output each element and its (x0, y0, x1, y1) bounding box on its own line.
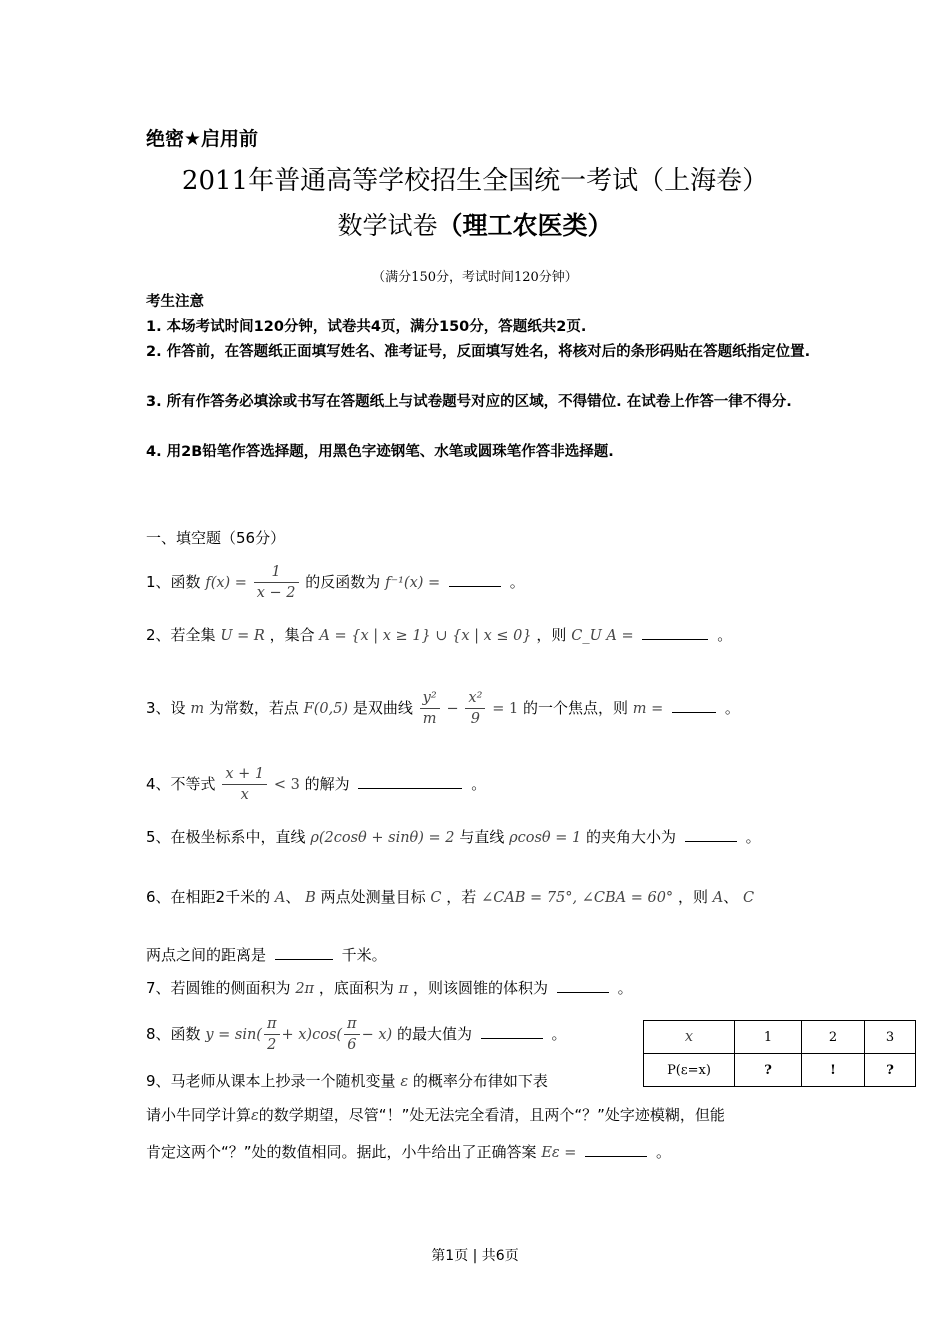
q6-mid2: ，若 (446, 888, 477, 906)
q1-lead: 1、函数 (146, 573, 201, 591)
q8-pi2: π (344, 1014, 360, 1035)
q8-six: 6 (347, 1037, 357, 1053)
table-row (644, 1054, 916, 1087)
q1-func: f(x) = (205, 575, 247, 591)
q8-lead: 8、函数 (146, 1025, 201, 1043)
q3-den1: m (422, 711, 437, 727)
q2-mid: ，集合 (269, 626, 315, 644)
q4-fraction (222, 764, 267, 805)
question-6 (146, 886, 754, 907)
q3-mid3: 的一个焦点，则 (522, 699, 628, 717)
q9-answer-blank[interactable] (585, 1155, 647, 1157)
q3-lead: 3、设 (146, 699, 186, 717)
q7-lead: 7、若圆锥的侧面积为 (146, 979, 291, 997)
q8-two: 2 (267, 1037, 277, 1053)
notice-item-1: 1. 本场考试时间120分钟，试卷共4页，满分150分，答题纸共2页. (146, 319, 587, 335)
notice-item-2: 2. 作答前，在答题纸正面填写姓名、准考证号，反面填写姓名，将核对后的条形码贴在答题纸指定位置. (146, 344, 811, 360)
q7-end: 。 (617, 979, 633, 997)
q7-base-area: π (398, 981, 409, 997)
subtitle-paren: （理工农医类） (437, 211, 613, 240)
q8-func-mid: + x)cos( (281, 1027, 343, 1043)
exam-subtitle (0, 206, 950, 242)
score-time: （满分150分，考试时间120分钟） (372, 270, 578, 285)
q1-num: 1 (254, 562, 299, 583)
q3-num2: x² (465, 688, 485, 709)
q5-end: 。 (745, 828, 761, 846)
distribution-table (643, 1020, 916, 1087)
section-heading: 一、填空题（56分） (146, 529, 286, 547)
question-2 (146, 624, 732, 645)
q2-lead: 2、若全集 (146, 626, 216, 644)
q1-end: 。 (509, 573, 525, 591)
q6-line2: 两点之间的距离是 (146, 946, 267, 964)
q5-line1: ρ(2cosθ + sinθ) = 2 (310, 830, 455, 846)
table-header-cell: 2 (802, 1021, 865, 1054)
q9-line3a: 肯定这两个“？”处的数值相同。据此，小牛给出了正确答案 (146, 1143, 537, 1161)
q9-end: 。 (656, 1143, 672, 1161)
q8-fraction-1 (264, 1014, 280, 1055)
q4-mid: 的解为 (304, 775, 350, 793)
q7-answer-blank[interactable] (557, 991, 609, 993)
q3-m: m (190, 701, 205, 717)
q2-set: A = {x | x ≥ 1} ∪ {x | x ≤ 0} (319, 628, 532, 644)
question-9-line3 (146, 1141, 671, 1162)
q6-b: B (305, 890, 316, 906)
table-header-cell: x (644, 1021, 735, 1054)
q7-mid2: ，则该圆锥的体积为 (412, 979, 548, 997)
q9-expectation: Eε = (541, 1145, 577, 1161)
q8-func-start: y = sin( (205, 1027, 262, 1043)
q9-epsilon-2: ε (251, 1108, 259, 1124)
q6-sep: 、 (285, 888, 301, 906)
q8-fraction-2 (344, 1014, 360, 1055)
q3-fraction-2 (465, 688, 485, 729)
q1-inverse: f⁻¹(x) = (385, 575, 441, 591)
q6-end: 千米。 (341, 946, 387, 964)
q4-answer-blank[interactable] (358, 787, 462, 789)
q2-complement: C_U A = (571, 628, 634, 644)
q8-func-tail: − x) (361, 1027, 393, 1043)
q3-eq: = 1 (492, 701, 519, 717)
q3-mid2: 是双曲线 (352, 699, 413, 717)
q6-c2: C (743, 890, 755, 906)
table-cell: ? (865, 1054, 916, 1087)
table-cell: ! (802, 1054, 865, 1087)
subtitle-main: 数学试卷 (337, 211, 438, 240)
question-4 (146, 764, 486, 805)
notice-heading: 考生注意 (146, 294, 204, 310)
page-footer: 第1页 | 共6页 (431, 1248, 519, 1264)
q2-universal: U = R (220, 628, 265, 644)
q9-lead: 9、马老师从课本上抄录一个随机变量 (146, 1072, 396, 1090)
q6-sep2: 、 (723, 888, 739, 906)
q6-c: C (430, 890, 442, 906)
table-row (644, 1021, 916, 1054)
q3-minus: − (446, 701, 459, 717)
secret-label: 绝密★启用前 (146, 128, 259, 150)
q3-m2: m = (632, 701, 664, 717)
question-9-line2 (146, 1104, 725, 1125)
notice-item-4: 4. 用2B铅笔作答选择题，用黑色字迹钢笔、水笔或圆珠笔作答非选择题. (146, 444, 614, 460)
notice-item-3: 3. 所有作答务必填涂或书写在答题纸上与试卷题号对应的区域，不得错位. 在试卷上作答一律不得分. (146, 394, 792, 410)
q8-end: 。 (551, 1025, 567, 1043)
q2-answer-blank[interactable] (642, 638, 708, 640)
q3-den2: 9 (470, 711, 481, 727)
question-7 (146, 977, 633, 998)
q6-mid: 两点处测量目标 (320, 888, 426, 906)
q9-line2a: 请小牛同学计算 (146, 1106, 252, 1124)
q6-angles: ∠CAB = 75°, ∠CBA = 60° (481, 890, 674, 906)
question-8 (146, 1014, 567, 1055)
table-cell: P(ε=x) (644, 1054, 735, 1087)
q1-fraction (254, 562, 299, 603)
table-header-cell: 3 (865, 1021, 916, 1054)
q5-end1: 的夹角大小为 (586, 828, 677, 846)
exam-title: 2011年普通高等学校招生全国统一考试（上海卷） (181, 166, 769, 196)
q9-line2b: 的数学期望，尽管“！”处无法完全看清，且两个“？”处字迹模糊，但能 (258, 1106, 725, 1124)
q5-lead: 5、在极坐标系中，直线 (146, 828, 306, 846)
q6-mid3: ，则 (677, 888, 708, 906)
question-1 (146, 562, 525, 603)
q5-answer-blank[interactable] (685, 840, 737, 842)
q6-lead: 6、在相距2千米的 (146, 888, 271, 906)
q4-lt: < 3 (273, 777, 300, 793)
q2-end: 。 (717, 626, 733, 644)
table-cell: ? (735, 1054, 802, 1087)
q9-mid: 的概率分布律如下表 (412, 1072, 548, 1090)
q3-mid: 为常数，若点 (208, 699, 299, 717)
q3-fraction-1 (420, 688, 440, 729)
q4-lead: 4、不等式 (146, 775, 216, 793)
q2-mid2: ，则 (536, 626, 567, 644)
q7-mid: ，底面积为 (318, 979, 394, 997)
q1-den: x − 2 (256, 585, 296, 601)
q8-pi1: π (264, 1014, 280, 1035)
q7-lateral-area: 2π (295, 981, 315, 997)
q5-mid: 与直线 (459, 828, 505, 846)
q8-end1: 的最大值为 (396, 1025, 472, 1043)
q6-a2: A (712, 890, 724, 906)
q4-end: 。 (471, 775, 487, 793)
q3-end: 。 (724, 699, 740, 717)
q4-den: x (240, 787, 249, 803)
question-6-line2 (146, 944, 387, 965)
q9-epsilon: ε (400, 1074, 409, 1090)
q4-num: x + 1 (222, 764, 267, 785)
question-9 (146, 1070, 548, 1091)
question-3 (146, 688, 740, 729)
question-5 (146, 826, 761, 847)
q5-line2: ρcosθ = 1 (509, 830, 582, 846)
q1-answer-blank[interactable] (449, 585, 501, 587)
q3-num1: y² (420, 688, 440, 709)
table-header-cell: 1 (735, 1021, 802, 1054)
q3-answer-blank[interactable] (672, 711, 716, 713)
q3-point: F(0,5) (303, 701, 349, 717)
q6-answer-blank[interactable] (275, 958, 333, 960)
q6-a: A (274, 890, 286, 906)
q8-answer-blank[interactable] (481, 1037, 543, 1039)
q1-mid: 的反函数为 (305, 573, 381, 591)
